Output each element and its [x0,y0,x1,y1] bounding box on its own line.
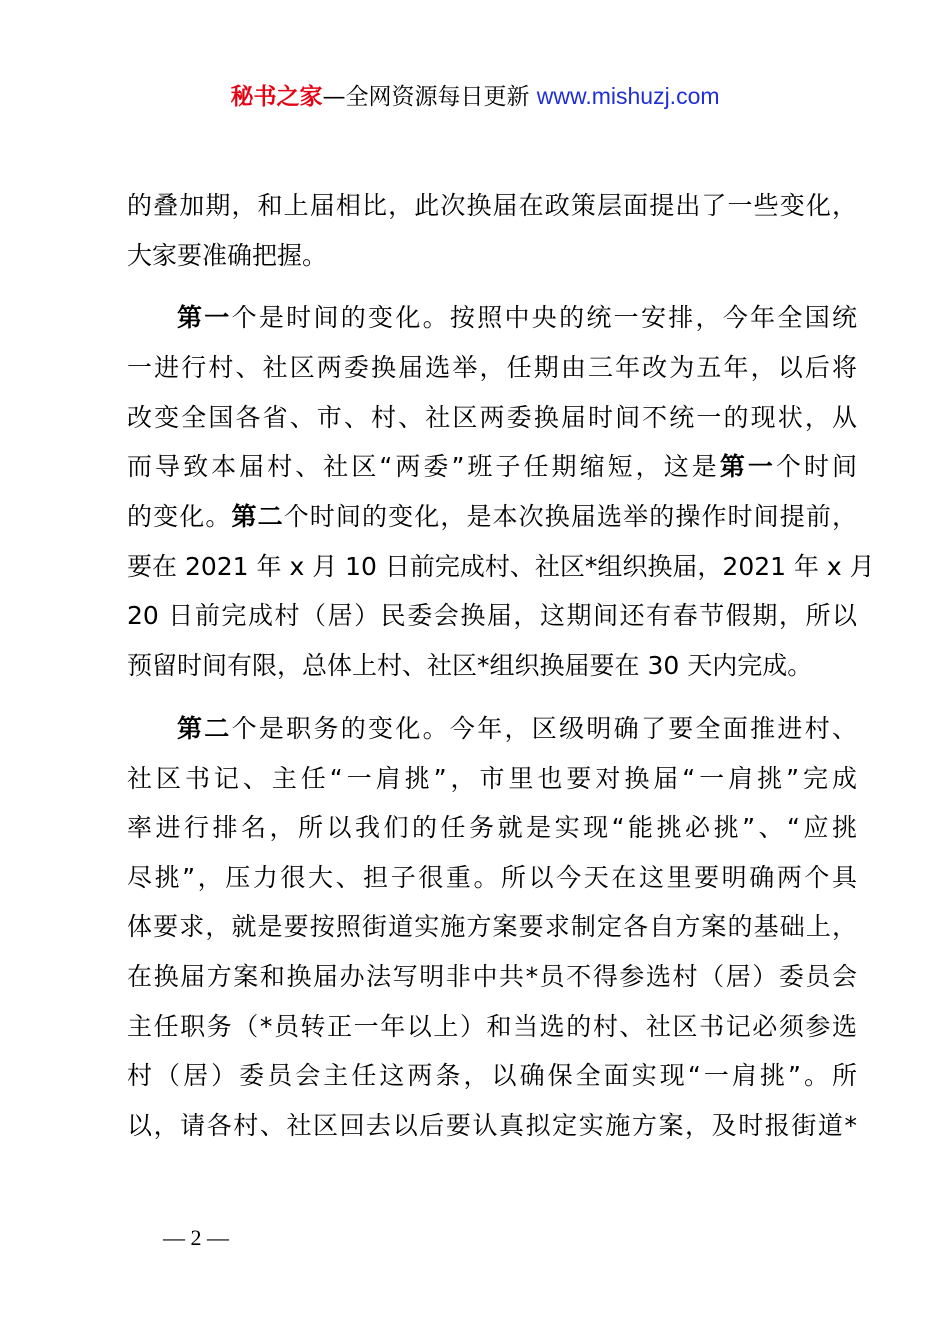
site-tagline: —全网资源每日更新 [322,84,537,110]
text-line: 20 日前完成村（居）民委会换届，这期间还有春节假期，所以 [127,601,857,630]
text-line: 率进行排名，所以我们的任务就是实现“能挑必挑”、“应挑 [127,813,857,842]
text-line: 以，请各村、社区回去以后要认真拟定实施方案，及时报街道* [127,1111,857,1140]
text-line: 预留时间有限，总体上村、社区*组织换届要在 30 天内完成。 [127,651,813,680]
text-line: 而导致本届村、社区“两委”班子任期缩短，这是第一个时间 [127,452,857,481]
bold-keyword: 第一 [719,452,776,481]
bold-keyword: 第二 [177,714,232,743]
text-line: 尽挑”，压力很大、担子很重。所以今天在这里要明确两个具 [127,863,857,892]
text-line: 一进行村、社区两委换届选举，任期由三年改为五年，以后将 [127,353,857,382]
text-line: 主任职务（*员转正一年以上）和当选的村、社区书记必须参选 [127,1012,857,1041]
text-line: 在换届方案和换届办法写明非中共*员不得参选村（居）委员会 [127,962,857,991]
page-number: — 2 — [163,1225,229,1250]
text-line: 第一个是时间的变化。按照中央的统一安排，今年全国统 [177,303,857,332]
text-line: 体要求，就是要按照街道实施方案要求制定各自方案的基础上， [127,912,857,941]
text-line: 社区书记、主任“一肩挑”，市里也要对换届“一肩挑”完成 [127,764,857,793]
text-line: 要在 2021 年 x 月 10 日前完成村、社区*组织换届，2021 年 x 月 [127,552,875,581]
bold-keyword: 第二 [231,502,284,531]
site-banner [0,80,950,113]
text-line: 大家要准确把握。 [127,241,328,270]
site-brand: 秘书之家 [230,84,323,110]
text-line: 改变全国各省、市、村、社区两委换届时间不统一的现状，从 [127,403,857,432]
bold-keyword: 第一 [177,303,232,332]
text-line: 的变化。第二个时间的变化，是本次换届选举的操作时间提前， [127,502,857,531]
text-line: 的叠加期，和上届相比，此次换届在政策层面提出了一些变化， [127,191,857,220]
text-line: 第二个是职务的变化。今年，区级明确了要全面推进村、 [177,714,857,743]
site-url[interactable]: www.mishuzj.com [536,83,720,109]
text-line: 村（居）委员会主任这两条，以确保全面实现“一肩挑”。所 [127,1061,857,1090]
